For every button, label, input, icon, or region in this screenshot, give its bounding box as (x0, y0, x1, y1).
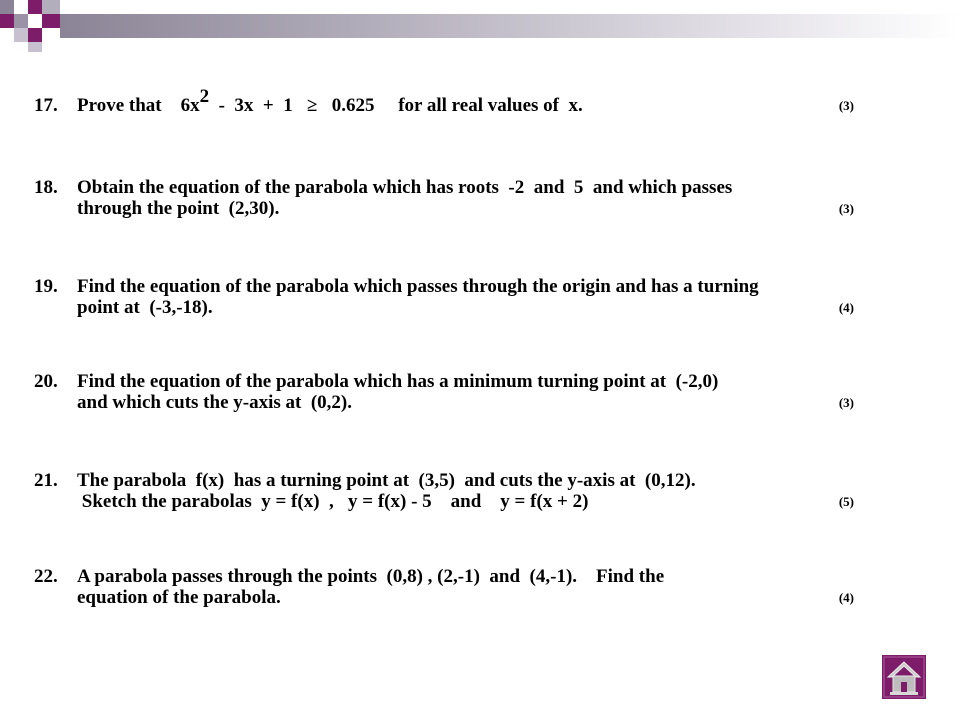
header-square (28, 42, 42, 52)
question-line (34, 177, 854, 198)
question-line (34, 371, 854, 392)
question-line (34, 587, 854, 608)
header-square (42, 14, 60, 28)
question-text: Find the equation of the parabola which passes through the origin and has a turning (77, 276, 759, 297)
header-square (28, 14, 42, 28)
header-square (14, 0, 28, 14)
question-marks: (4) (838, 300, 854, 315)
question-text-part: - 3x + 1 ≥ 0.625 for all real values of x. (209, 95, 583, 116)
question-marks: (3) (838, 201, 854, 216)
question-line (34, 297, 854, 318)
question-number: 18. (34, 177, 58, 198)
question-text: and which cuts the y-axis at (0,2). (77, 392, 352, 413)
header-square (0, 28, 14, 42)
question-line (34, 491, 854, 512)
question-22 (34, 566, 854, 608)
header-square (28, 0, 42, 14)
question-marks: (3) (838, 395, 854, 410)
question-text: Obtain the equation of the parabola which has roots -2 and 5 and which passes (77, 177, 733, 198)
header-square (14, 28, 28, 42)
header-square (14, 14, 28, 28)
question-19 (34, 276, 854, 318)
question-text: Sketch the parabolas y = f(x) , y = f(x) - 5 and y = f(x + 2) (77, 491, 589, 512)
header-gradient-bar (60, 14, 960, 38)
question-line (34, 276, 854, 297)
question-marks: (5) (838, 494, 854, 509)
question-text: A parabola passes through the points (0,8) , (2,-1) and (4,-1). Find the (77, 566, 665, 587)
question-line (34, 392, 854, 413)
header-square (0, 14, 14, 28)
home-button[interactable] (882, 655, 926, 699)
question-marks: (3) (838, 98, 854, 113)
question-line (34, 86, 854, 116)
header-square (42, 0, 60, 14)
header-square (0, 0, 14, 14)
question-text: The parabola f(x) has a turning point at (3,5) and cuts the y-axis at (0,12). (77, 470, 696, 491)
home-icon (882, 655, 926, 699)
question-line (34, 566, 854, 587)
question-text: through the point (2,30). (77, 198, 280, 219)
question-marks: (4) (838, 590, 854, 605)
question-17 (34, 86, 854, 116)
question-20 (34, 371, 854, 413)
question-text (77, 86, 583, 116)
question-number: 19. (34, 276, 58, 297)
question-number: 22. (34, 566, 58, 587)
question-line (34, 198, 854, 219)
exponent: 2 (199, 86, 210, 107)
question-21 (34, 470, 854, 512)
question-text: Find the equation of the parabola which has a minimum turning point at (-2,0) (77, 371, 719, 392)
header-square (28, 28, 42, 42)
question-text: point at (-3,-18). (77, 297, 213, 318)
question-18 (34, 177, 854, 219)
question-number: 20. (34, 371, 58, 392)
question-number: 17. (34, 95, 58, 116)
question-text: equation of the parabola. (77, 587, 281, 608)
question-line (34, 470, 854, 491)
question-text-part: Prove that 6x (77, 95, 200, 116)
question-number: 21. (34, 470, 58, 491)
